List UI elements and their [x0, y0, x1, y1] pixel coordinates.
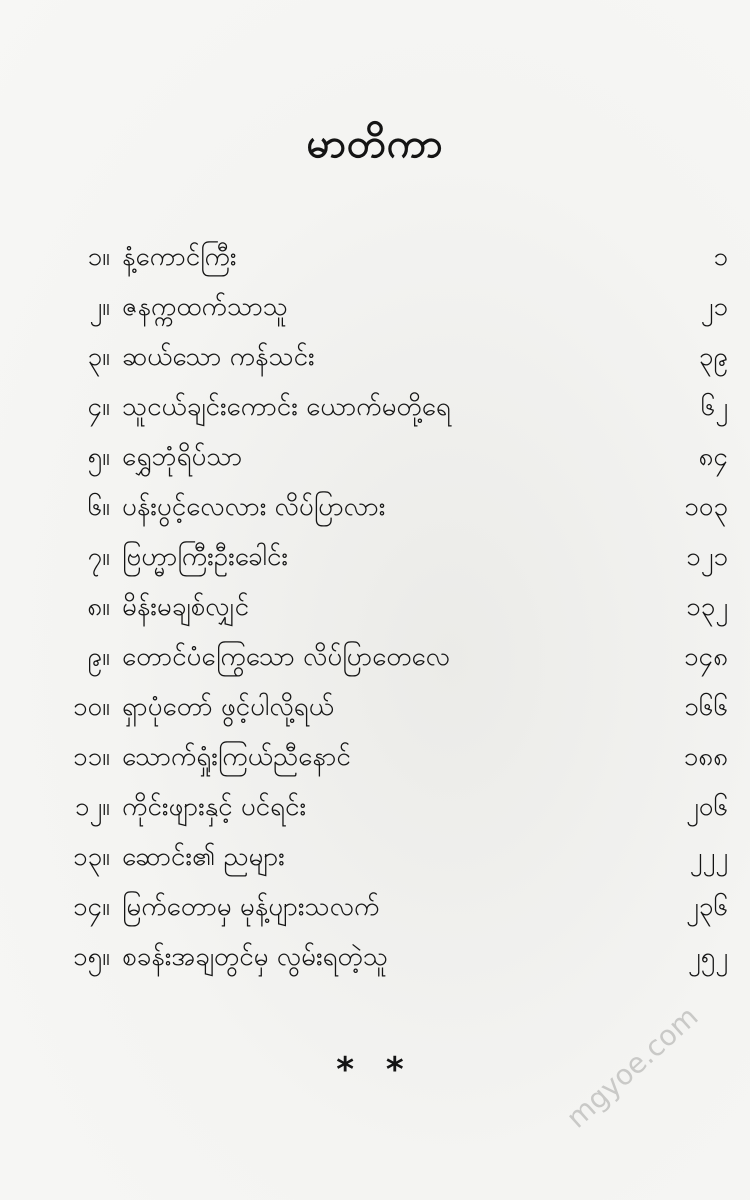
toc-entry-title: နံ့ကောင်ကြီး [122, 242, 237, 272]
toc-entry-number: ၁၃။ [72, 842, 110, 872]
toc-entry-number: ၁၁။ [72, 742, 110, 772]
toc-entry-page: ၂၁ [700, 292, 728, 322]
toc-entry-number: ၃။ [87, 342, 110, 372]
toc-entry-page: ၁၂၁ [685, 542, 728, 572]
toc-entry-page: ၁၀၃ [684, 492, 728, 522]
toc-entry-number: ၄။ [87, 392, 110, 422]
toc-entry-number: ၈။ [87, 592, 110, 622]
toc-entry-title: သောက်ရှုံးကြယ်ညီနောင် [122, 742, 351, 772]
toc-entry-number: ၉။ [87, 642, 110, 672]
toc-entry-page: ၃၉ [698, 342, 728, 372]
toc-entry-title: ဆယ်သော ကန်သင်း [122, 342, 315, 372]
toc-entry [0, 582, 750, 632]
toc-entry [0, 882, 750, 932]
toc-entry [0, 782, 750, 832]
toc-entry [0, 832, 750, 882]
toc-entry [0, 682, 750, 732]
toc-entry-page: ၂၀၆ [685, 792, 728, 822]
toc-entry [0, 732, 750, 782]
toc-entry [0, 332, 750, 382]
toc-entry-number: ၂။ [89, 292, 110, 322]
toc-entry [0, 632, 750, 682]
toc-entry [0, 232, 750, 282]
toc-entry-title: ပန်းပွင့်လေလား လိပ်ပြာလား [122, 492, 386, 522]
toc-entry-title: သူငယ်ချင်းကောင်း ယောက်မတို့ရေ [122, 392, 451, 422]
end-mark: * * [336, 1050, 414, 1090]
toc-entry-number: ၇။ [87, 542, 110, 572]
toc-entry-page: ၂၃၆ [685, 892, 728, 922]
toc-entry-page: ၁၄၈ [683, 642, 728, 672]
toc-entry-title: ဇနက္ကထက်သာသူ [122, 292, 288, 322]
toc-entry-number: ၁၅။ [72, 942, 110, 972]
toc-entry-page: ၈၄ [698, 442, 728, 472]
toc-entry-page: ၂၅၂ [687, 942, 728, 972]
toc-entry-title: မိန်းမချစ်လျှင် [122, 592, 250, 622]
toc-entry-number: ၅။ [87, 442, 110, 472]
toc-entry-title: မြက်တောမှ မုန့်ပျားသလက် [122, 892, 380, 922]
toc-entry [0, 432, 750, 482]
toc-entry [0, 382, 750, 432]
watermark: mgyoe.com [560, 999, 705, 1135]
toc-entry-title: ဗြဟ္မာကြီးဦးခေါင်း [122, 542, 289, 572]
table-of-contents [0, 232, 750, 982]
toc-entry-page: ၁၆၆ [684, 692, 728, 722]
toc-entry [0, 482, 750, 532]
toc-entry-page: ၆၂ [700, 392, 728, 422]
toc-entry-page: ၁၃၂ [685, 592, 728, 622]
toc-entry [0, 932, 750, 982]
toc-entry-number: ၁။ [87, 242, 110, 272]
toc-entry-title: တောင်ပံကြွေသော လိပ်ပြာတေလေ [122, 642, 451, 672]
toc-entry-page: ၂၂၂ [689, 842, 728, 872]
toc-entry-title: စခန်းအချတွင်မှ လွမ်းရတဲ့သူ [122, 942, 388, 972]
toc-entry-number: ၁၀။ [72, 692, 110, 722]
toc-entry-page: ၁၈၈ [683, 742, 728, 772]
toc-entry-page: ၁ [713, 242, 728, 272]
toc-entry-title: ဆောင်း၏ ညများ [122, 842, 285, 872]
toc-entry-number: ၁၂။ [74, 792, 110, 822]
toc-entry-title: ကိုင်းဖျားနှင့် ပင်ရင်း [122, 792, 307, 822]
toc-entry-title: ရှာပုံတော် ဖွင့်ပါလို့ရယ် [122, 692, 334, 722]
page-title: မာတိကာ [306, 121, 444, 167]
toc-entry [0, 532, 750, 582]
toc-entry-title: ရွှေဘုံရိပ်သာ [122, 442, 243, 472]
toc-entry-number: ၁၄။ [72, 892, 110, 922]
toc-entry [0, 282, 750, 332]
toc-entry-number: ၆။ [87, 492, 110, 522]
